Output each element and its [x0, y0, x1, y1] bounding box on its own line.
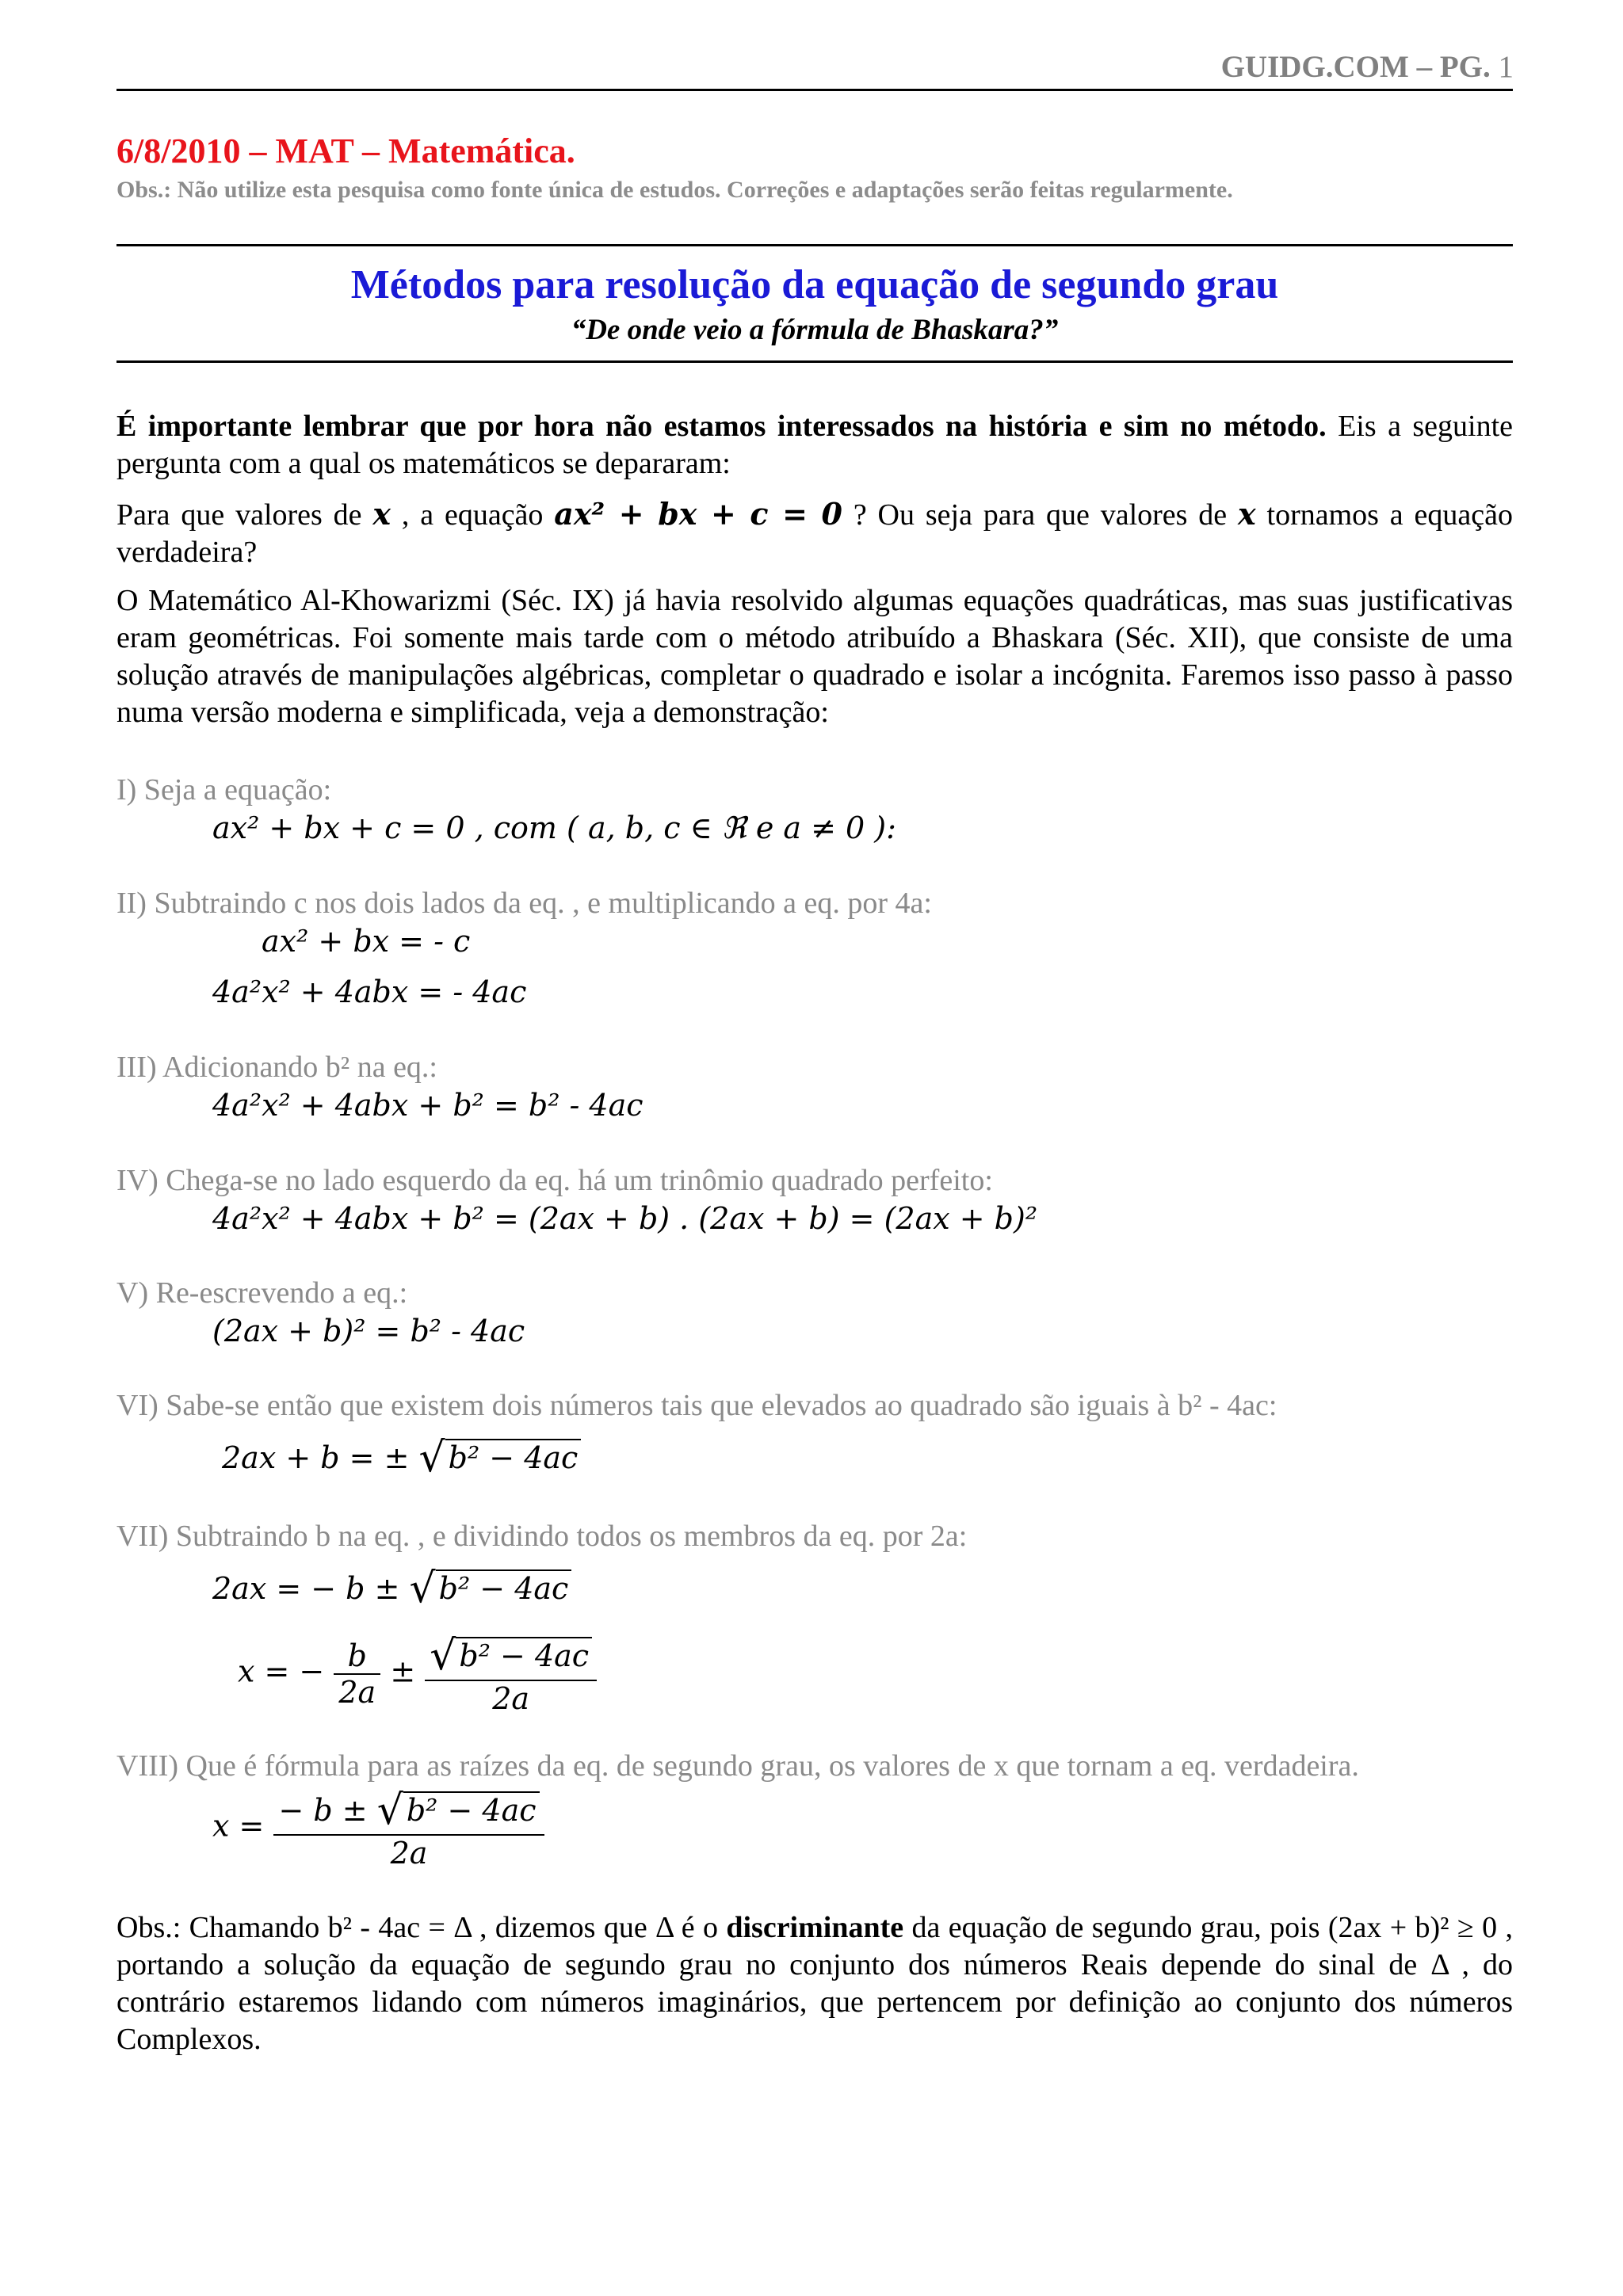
page-header: [1221, 49, 1514, 85]
title-rule-bottom: [116, 360, 1513, 363]
header-site: GUIDG.COM – PG.: [1220, 50, 1491, 84]
question-text: ? Ou seja para que valores de: [842, 498, 1239, 532]
sqrt-radicand: b² − 4ac: [436, 1569, 572, 1606]
step-7-equation-2: [238, 1632, 597, 1716]
sqrt-radicand: b² − 4ac: [445, 1439, 582, 1475]
step-7-equation-1: [212, 1565, 571, 1612]
final-observation: [116, 1909, 1513, 2058]
header-rule: [116, 89, 1513, 91]
question-paragraph: [116, 495, 1513, 571]
fraction-sqrt-over-2a: [425, 1632, 597, 1716]
sqrt-symbol: √: [418, 1434, 445, 1482]
sqrt-radicand: b² − 4ac: [456, 1637, 592, 1673]
sqrt-symbol: √: [376, 1787, 403, 1834]
equation-lhs: 2ax + b = ±: [222, 1440, 410, 1475]
fraction-numerator: [273, 1787, 544, 1836]
final-obs-text: da equação de segundo grau, pois (2ax + b)² ≥ 0 , portando a solução da equação de segundo grau no conjunto dos números Reais depende do sinal de Δ , do contrário estaremos lidando com números imaginários, que pertencem por definição ao conjunto dos números Complexos.: [116, 1911, 1513, 2056]
equation-lhs: x =: [212, 1808, 265, 1844]
intro-rest: Eis a seguinte pergunta com a qual os matemáticos se depararam:: [116, 410, 1514, 480]
question-text: Para que valores de: [116, 498, 373, 532]
history-paragraph: O Matemático Al-Khowarizmi (Séc. IX) já havia resolvido algumas equações quadráticas, mas suas justificativas eram geométricas. Foi somente mais tarde com o método atribuído a Bhaskara (Séc. XII), que consiste de uma solução através de manipulações algébricas, completar o quadrado e isolar a incógnita. Faremos isso passo à passo numa versão moderna e simplificada, veja a demonstração:: [116, 584, 1513, 729]
plus-minus: ±: [390, 1653, 416, 1689]
numerator-prefix: − b ±: [278, 1793, 368, 1828]
sqrt-symbol: √: [430, 1632, 456, 1680]
final-obs-text: Obs.: Chamando b² - 4ac = Δ , dizemos que Δ é o: [116, 1911, 727, 1944]
step-8-label: VIII) Que é fórmula para as raízes da eq. de segundo grau, os valores de x que tornam a eq. verdadeira.: [116, 1749, 1359, 1783]
step-5-label: V) Re-escrevendo a eq.:: [116, 1276, 408, 1310]
disclaimer: Obs.: Não utilize esta pesquisa como fonte única de estudos. Correções e adaptações serão feitas regularmente.: [116, 177, 1233, 203]
step-2-equation-2: 4a²x² + 4abx = - 4ac: [212, 974, 527, 1009]
discriminant-term: discriminante: [726, 1911, 904, 1944]
step-4-label: IV) Chega-se no lado esquerdo da eq. há um trinômio quadrado perfeito:: [116, 1164, 993, 1197]
fraction-b-over-2a: [334, 1638, 380, 1710]
page-title: Métodos para resolução da equação de segundo grau: [350, 262, 1279, 307]
step-4-equation: 4a²x² + 4abx + b² = (2ax + b) . (2ax + b) = (2ax + b)²: [212, 1201, 1038, 1236]
quadratic-equation: ax² + bx + c = 0: [554, 496, 842, 532]
step-1-equation: ax² + bx + c = 0 , com ( a, b, c ∈ ℜ e a ≠ 0 ):: [212, 810, 896, 845]
step-7-label: VII) Subtraindo b na eq. , e dividindo todos os membros da eq. por 2a:: [116, 1520, 968, 1553]
step-3-equation: 4a²x² + 4abx + b² = b² - 4ac: [212, 1088, 643, 1123]
fraction-denominator: 2a: [492, 1681, 530, 1716]
date-line: 6/8/2010 – MAT – Matemática.: [116, 132, 575, 170]
equation-lhs: 2ax = − b ±: [212, 1571, 400, 1606]
step-8-equation: [212, 1787, 544, 1871]
intro-bold: É importante lembrar que por hora não estamos interessados na história e sim no método.: [116, 410, 1327, 443]
fraction-numerator: b: [334, 1638, 380, 1675]
step-5-equation: (2ax + b)² = b² - 4ac: [212, 1314, 525, 1348]
equation-lhs: x = −: [238, 1653, 325, 1689]
question-text: tornamos a equação verdadeira?: [116, 498, 1513, 569]
step-2-equation-1: ax² + bx = - c: [262, 924, 471, 959]
step-2-label: II) Subtraindo c nos dois lados da eq. , e multiplicando a eq. por 4a:: [116, 887, 932, 920]
step-1-label: I) Seja a equação:: [116, 773, 332, 807]
page-subtitle: “De onde veio a fórmula de Bhaskara?”: [571, 314, 1059, 346]
intro-paragraph: [116, 408, 1513, 482]
step-6-label: VI) Sabe-se então que existem dois números tais que elevados ao quadrado são iguais à b² - 4ac:: [116, 1389, 1277, 1422]
fraction-denominator: 2a: [338, 1675, 376, 1710]
step-6-equation: [222, 1434, 581, 1482]
variable-x: x: [372, 496, 391, 532]
fraction-numerator: [425, 1632, 597, 1681]
fraction-denominator: 2a: [390, 1836, 428, 1871]
question-text: , a equação: [391, 498, 555, 532]
header-page-number: 1: [1498, 50, 1514, 84]
sqrt-radicand: b² − 4ac: [403, 1791, 540, 1828]
sqrt-symbol: √: [409, 1565, 436, 1612]
quadratic-formula-fraction: [273, 1787, 544, 1871]
title-rule-top: [116, 244, 1513, 246]
variable-x: x: [1238, 496, 1256, 532]
step-3-label: III) Adicionando b² na eq.:: [116, 1051, 437, 1084]
